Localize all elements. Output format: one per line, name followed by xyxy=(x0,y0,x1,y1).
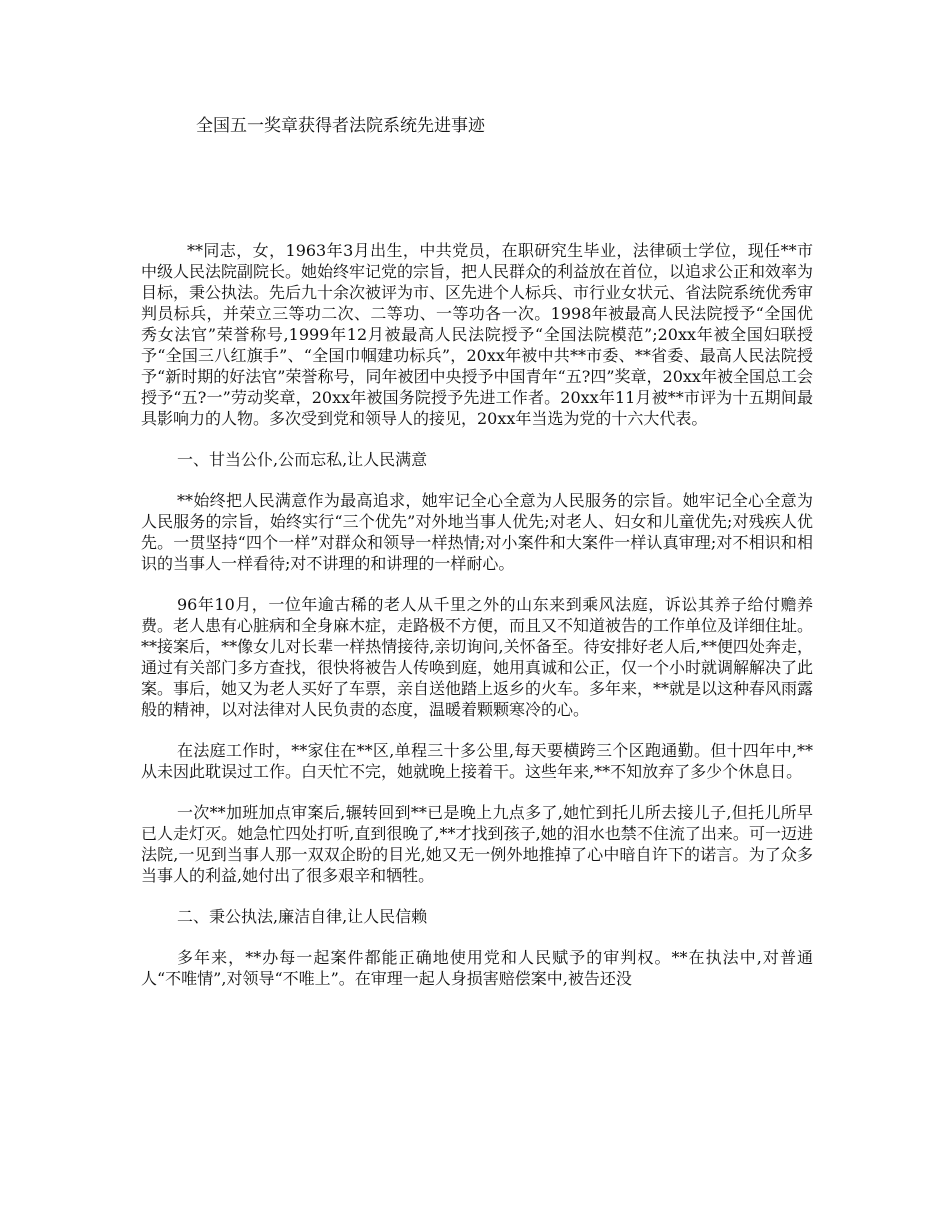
document-body xyxy=(141,240,813,1009)
section-heading-2: 二、秉公执法,廉洁自律,让人民信赖 xyxy=(177,907,428,926)
document-title: 全国五一奖章获得者法院系统先进事迹 xyxy=(196,116,485,136)
body-paragraph: 一次**加班加点审案后,辗转回到**已是晚上九点多了,她忙到托儿所去接儿子,但托儿所早已人走灯灭。她急忙四处打听,直到很晚了,**才找到孩子,她的泪水也禁不住流了出来。可一迈进法院,一见到当事人那一双双企盼的目光,她又无一例外地推掉了心中暗自许下的诺言。为了众多当事人的利益,她付出了很多艰辛和牺牲。 xyxy=(141,803,813,885)
section-heading-1: 一、甘当公仆,公而忘私,让人民满意 xyxy=(177,450,428,469)
body-paragraph: 多年来，**办每一起案件都能正确地使用党和人民赋予的审判权。**在执法中,对普通人“不唯情”,对领导“不唯上”。在审理一起人身损害赔偿案中,被告还没 xyxy=(141,948,813,988)
body-paragraph: 在法庭工作时，**家住在**区,单程三十多公里,每天要横跨三个区跑通勤。但十四年中,**从未因此耽误过工作。白天忙不完，她就晚上接着干。这些年来,**不知放弃了多少个休息日。 xyxy=(141,741,813,781)
body-paragraph: 96年10月，一位年逾古稀的老人从千里之外的山东来到乘风法庭，诉讼其养子给付赡养费。老人患有心脏病和全身麻木症，走路极不方便，而且又不知道被告的工作单位及详细住址。**接案后，**像女儿对长辈一样热情接待,亲切询问,关怀备至。待安排好老人后,**便四处奔走，通过有关部门多方查找，很快将被告人传唤到庭，她用真诚和公正，仅一个小时就调解解决了此案。事后，她又为老人买好了车票，亲自送他踏上返乡的火车。多年来，**就是以这种春风雨露般的精神，以对法律对人民负责的态度，温暖着颗颗寒冷的心。 xyxy=(141,595,814,719)
body-paragraph: **始终把人民满意作为最高追求，她牢记全心全意为人民服务的宗旨。她牢记全心全意为人民服务的宗旨，始终实行“三个优先”对外地当事人优先;对老人、妇女和儿童优先;对残疾人优先。一贯坚持“四个一样”对群众和领导一样热情;对小案件和大案件一样认真审理;对不相识和相识的当事人一样看待;对不讲理的和讲理的一样耐心。 xyxy=(141,491,813,573)
intro-paragraph: **同志，女，1963年3月出生，中共党员，在职研究生毕业，法律硕士学位，现任**市中级人民法院副院长。她始终牢记党的宗旨，把人民群众的利益放在首位，以追求公正和效率为目标，秉公执法。先后九十余次被评为市、区先进个人标兵、市行业女状元、省法院系统优秀审判员标兵，并荣立三等功二次、二等功、一等功各一次。1998年被最高人民法院授予“全国优秀女法官”荣誉称号,1999年12月被最高人民法院授予“全国法院模范”;20xx年被全国妇联授予“全国三八红旗手”、“全国巾帼建功标兵”，20xx年被中共**市委、**省委、最高人民法院授予“新时期的好法官”荣誉称号，同年被团中央授予中国青年“五?四”奖章，20xx年被全国总工会授予“五?一”劳动奖章，20xx年被国务院授予先进工作者。20xx年11月被**市评为十五期间最具影响力的人物。多次受到党和领导人的接见，20xx年当选为党的十六大代表。 xyxy=(141,241,814,428)
